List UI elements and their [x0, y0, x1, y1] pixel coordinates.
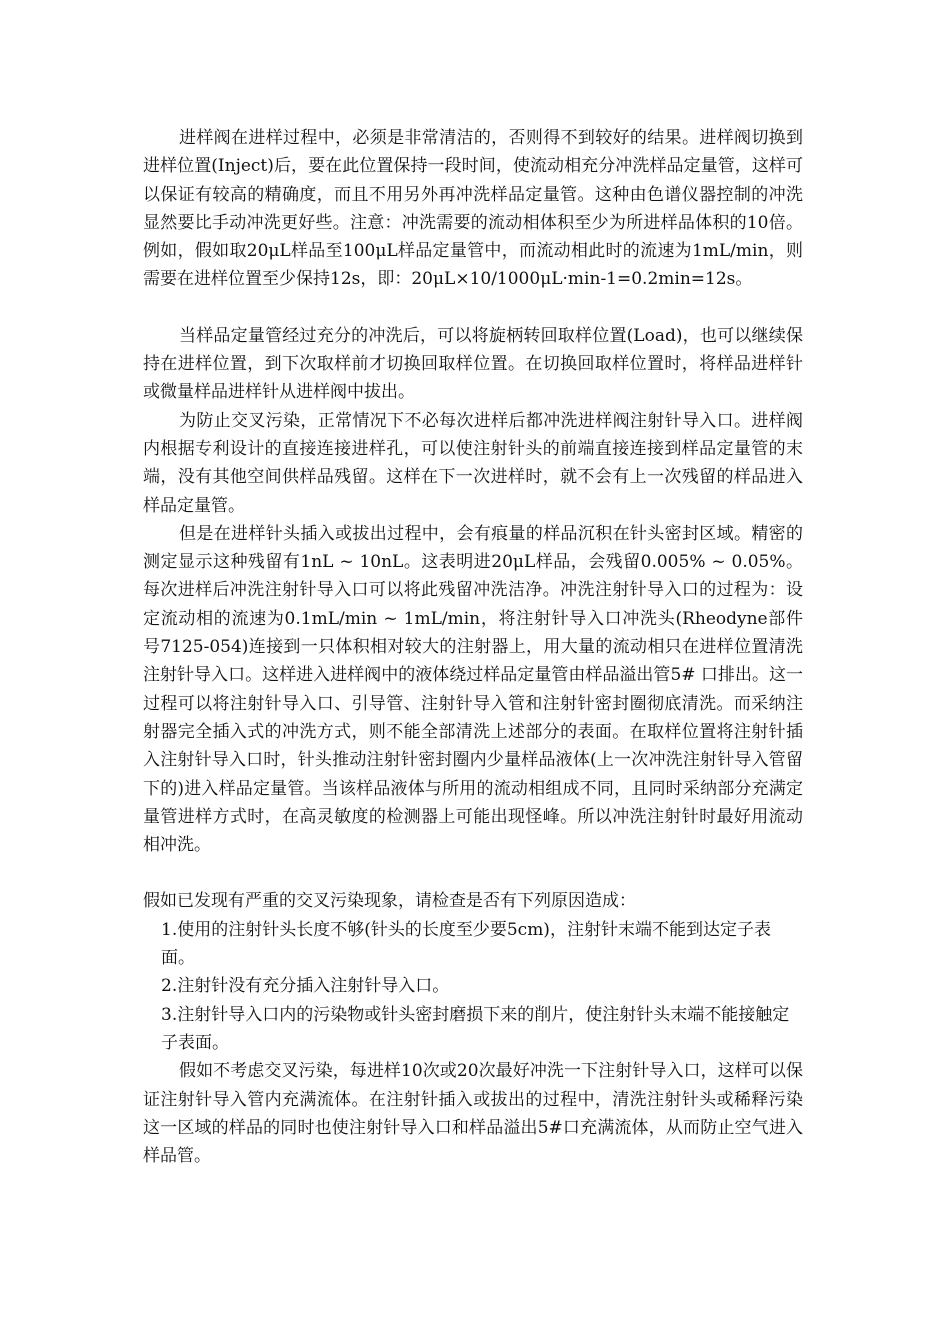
list-item-2: 2.注射针没有充分插入注射针导入口。: [161, 976, 450, 997]
paragraph-cross-contamination: 为防止交叉污染，正常情况下不必每次进样后都冲洗进样阀注射针导入口。进样阀内根据专利设计的直接连接进样孔，可以使注射针头的前端直接连接到样品定量管的末端，没有其他空间供样品残留。这样在下一次进样时，就不会有上一次残留的样品进入样品定量管。: [143, 410, 803, 516]
list-item-1: 1.使用的注射针头长度不够(针头的长度至少要5cm)，注射针末端不能到达定子表面。: [161, 919, 771, 969]
paragraph-needle-residue: 但是在进样针头插入或拔出过程中，会有痕量的样品沉积在针头密封区域。精密的测定显示这种残留有1nL ~ 10nL。这表明进20μL样品，会残留0.005% ~ 0.05%。每次进样后冲洗注射针导入口可以将此残留冲洗洁净。冲洗注射针导入口的过程为：设定流动相的流速为0.1mL/min ~ 1mL/min，将注射针导入口冲洗头(Rheodyne部件号7125-054)连接到一只体积相对较大的注射器上，用大量的流动相只在进样位置清洗注射针导入口。这样进入进样阀中的液体绕过样品定量管由样品溢出管5# 口排出。这一过程可以将注射针导入口、引导管、注射针导入管和注射针密封圈彻底清洗。而采纳注射器完全插入式的冲洗方式，则不能全部清洗上述部分的表面。在取样位置将注射针插入注射针导入口时，针头推动注射针密封圈内少量样品液体(上一次冲洗注射针导入管留下的)进入样品定量管。当该样品液体与所用的流动相组成不同，且同时采纳部分充满定量管进样方式时，在高灵敏度的检测器上可能出现怪峰。所以冲洗注射针时最好用流动相冲洗。: [143, 523, 803, 856]
list-intro: 假如已发现有严重的交叉污染现象，请检查是否有下列原因造成：: [143, 891, 636, 912]
paragraph-closing: 假如不考虑交叉污染，每进样10次或20次最好冲洗一下注射针导入口，这样可以保证注射针导入管内充满流体。在注射针插入或拔出的过程中，清洗注射针头或稀释污染这一区域的样品的同时也使注射针导入口和样品溢出5#口充满流体，从而防止空气进入样品管。: [143, 1061, 803, 1167]
paragraph-spacer: [143, 859, 803, 887]
paragraph-spacer: [143, 294, 803, 322]
paragraph-inject-cleaning: 进样阀在进样过程中，必须是非常清洁的，否则得不到较好的结果。进样阀切换到进样位置(Inject)后，要在此位置保持一段时间，使流动相充分冲洗样品定量管，这样可以保证有较高的精确度，而且不用另外再冲洗样品定量管。这种由色谱仪器控制的冲洗显然要比手动冲洗更好些。注意：冲洗需要的流动相体积至少为所进样品体积的10倍。例如，假如取20μL样品至100μL样品定量管中，而流动相此时的流速为1mL/min，则需要在进样位置至少保持12s，即：20μL×10/1000μL·min-1=0.2min=12s。: [143, 128, 803, 290]
list-item-3: 3.注射针导入口内的污染物或针头密封磨损下来的削片，使注射针头末端不能接触定子表面。: [161, 1004, 790, 1053]
document-body: [143, 124, 803, 1170]
paragraph-load-position: 当样品定量管经过充分的冲洗后，可以将旋柄转回取样位置(Load)，也可以继续保持在进样位置，到下次取样前才切换回取样位置。在切换回取样位置时，将样品进样针或微量样品进样针从进样阀中拔出。: [143, 325, 803, 403]
